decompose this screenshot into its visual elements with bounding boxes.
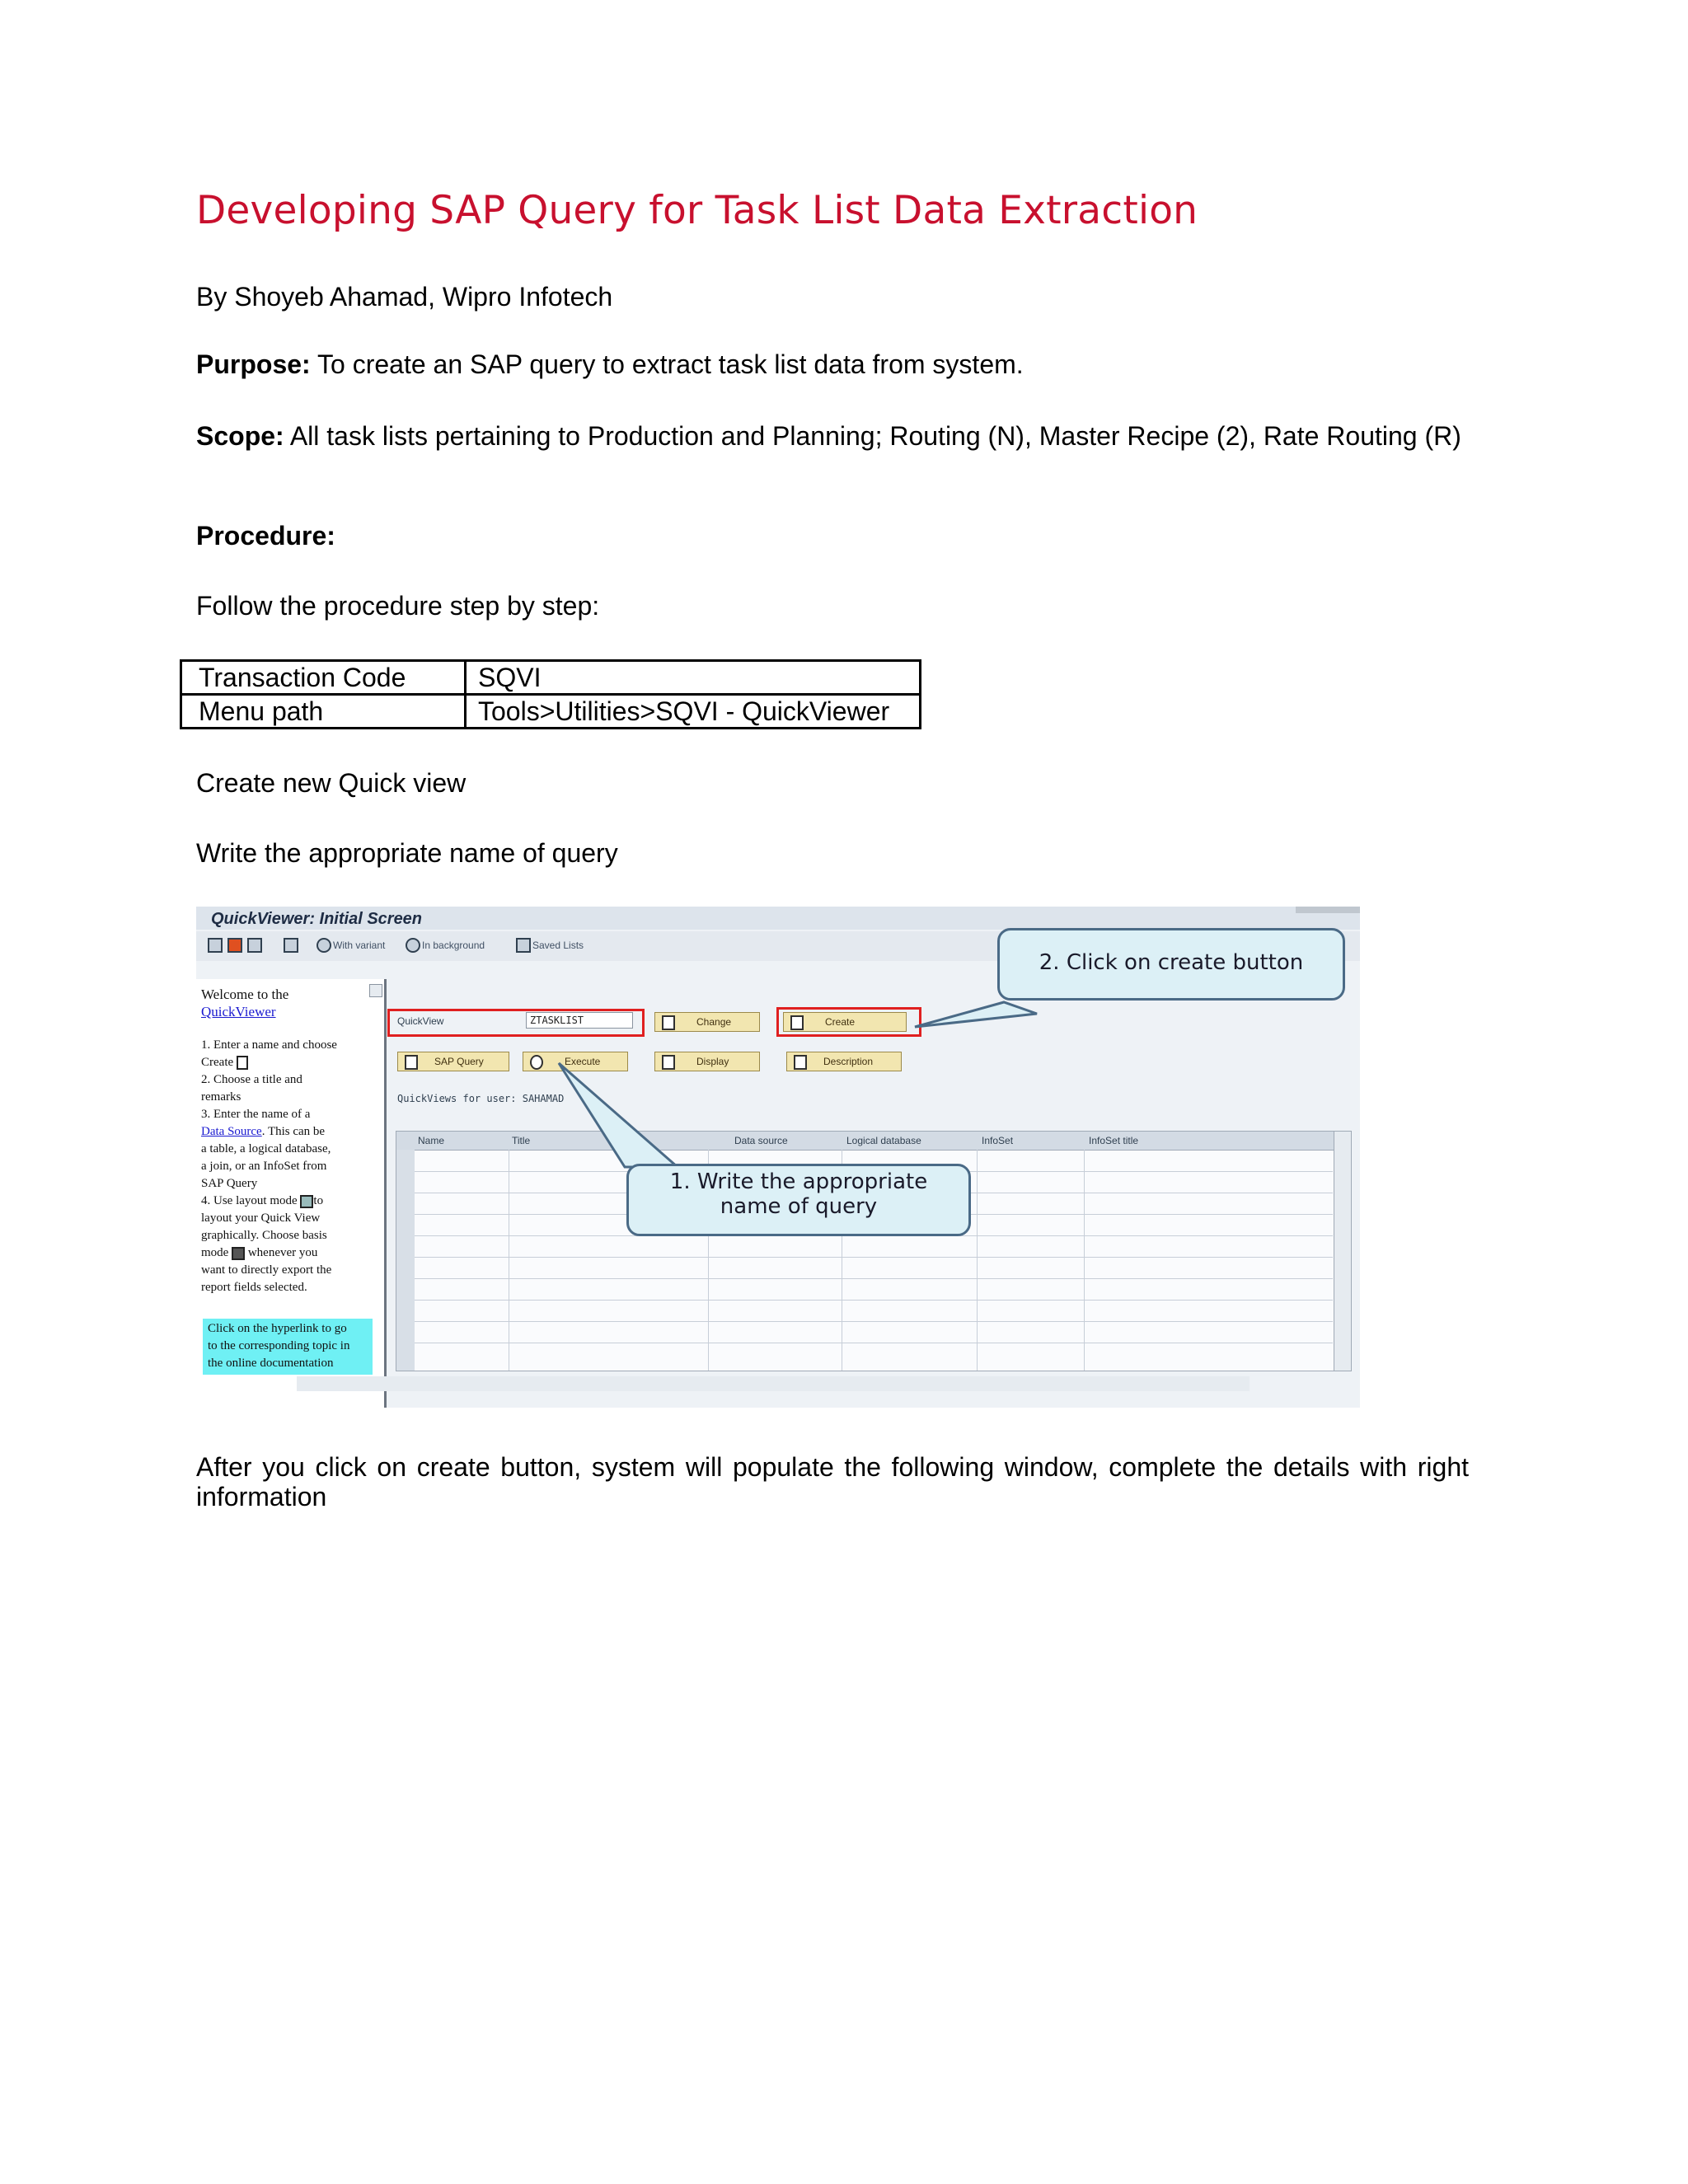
with-variant-label[interactable]: With variant bbox=[333, 940, 386, 951]
author-line: By Shoyeb Ahamad, Wipro Infotech bbox=[196, 282, 613, 312]
column-header[interactable]: InfoSet title bbox=[1089, 1135, 1139, 1146]
help-step-text: 4. Use layout mode bbox=[201, 1194, 298, 1207]
procedure-label: Procedure: bbox=[196, 521, 335, 551]
column-header[interactable]: Name bbox=[418, 1135, 445, 1146]
column-header[interactable]: Logical database bbox=[846, 1135, 921, 1146]
window-title: QuickViewer: Initial Screen bbox=[211, 910, 423, 928]
purpose-paragraph bbox=[196, 349, 1024, 379]
purpose-text: To create an SAP query to extract task list data from system. bbox=[310, 349, 1024, 379]
table-cell-value: Tools>Utilities>SQVI - QuickViewer bbox=[466, 695, 921, 729]
hint-line: to the corresponding topic in bbox=[208, 1339, 350, 1352]
help-step: SAP Query bbox=[201, 1177, 258, 1190]
create-callout-pointer bbox=[915, 1002, 1037, 1027]
document-title: Developing SAP Query for Task List Data Extraction bbox=[196, 188, 1198, 233]
table-row bbox=[181, 661, 921, 695]
help-step-text: . This can be bbox=[261, 1125, 326, 1138]
after-create-paragraph: After you click on create button, system will populate the following window, complete the details with right information bbox=[196, 1452, 1469, 1511]
create-label: Create bbox=[825, 1016, 856, 1028]
table-cell-value: SQVI bbox=[466, 661, 921, 695]
column-header[interactable]: InfoSet bbox=[982, 1135, 1014, 1146]
scope-paragraph bbox=[196, 421, 1469, 451]
name-callout bbox=[626, 1164, 971, 1236]
quickviews-for-user: QuickViews for user: SAHAMAD bbox=[397, 1093, 565, 1104]
follow-text: Follow the procedure step by step: bbox=[196, 591, 600, 621]
in-background-label[interactable]: In background bbox=[422, 940, 485, 951]
execute-label: Execute bbox=[565, 1056, 601, 1067]
help-step: a join, or an InfoSet from bbox=[201, 1160, 327, 1173]
welcome-text: Welcome to the bbox=[201, 987, 289, 1002]
write-text: Write the appropriate name of query bbox=[196, 838, 618, 868]
hint-line: the online documentation bbox=[208, 1357, 334, 1370]
quickviewer-link[interactable]: QuickViewer bbox=[201, 1004, 276, 1019]
sap-query-label: SAP Query bbox=[434, 1056, 484, 1067]
create-text: Create new Quick view bbox=[196, 768, 467, 798]
help-step: a table, a logical database, bbox=[201, 1142, 331, 1155]
purpose-label: Purpose: bbox=[196, 349, 311, 379]
help-step: 2. Choose a title and bbox=[201, 1073, 302, 1086]
hint-line: Click on the hyperlink to go bbox=[208, 1322, 347, 1335]
change-label: Change bbox=[696, 1016, 732, 1028]
help-step: want to directly export the bbox=[201, 1263, 332, 1277]
description-label: Description bbox=[823, 1056, 874, 1067]
procedure-heading bbox=[196, 521, 335, 551]
help-step: 3. Enter the name of a bbox=[201, 1108, 311, 1121]
column-header[interactable]: Title bbox=[512, 1135, 531, 1146]
display-label: Display bbox=[696, 1056, 729, 1067]
help-step-text: to bbox=[313, 1194, 324, 1207]
help-step-text: mode bbox=[201, 1246, 229, 1259]
help-step: remarks bbox=[201, 1090, 241, 1104]
help-step: report fields selected. bbox=[201, 1281, 307, 1294]
quickview-label: QuickView bbox=[397, 1015, 444, 1027]
help-step: 1. Enter a name and choose bbox=[201, 1038, 337, 1052]
table-cell-label: Menu path bbox=[181, 695, 466, 729]
quickviewer-screenshot bbox=[196, 907, 1360, 1408]
quickview-input[interactable]: ZTASKLIST bbox=[526, 1012, 633, 1029]
help-step-text: Create bbox=[201, 1056, 234, 1069]
transaction-table bbox=[180, 659, 921, 729]
callout-line: 1. Write the appropriate bbox=[669, 1169, 928, 1194]
table-cell-label: Transaction Code bbox=[181, 661, 466, 695]
help-step: layout your Quick View bbox=[201, 1212, 321, 1225]
callout-line: name of query bbox=[720, 1194, 878, 1219]
column-header[interactable]: Data source bbox=[734, 1135, 788, 1146]
scope-text: All task lists pertaining to Production and Planning; Routing (N), Master Recipe (2), Rate Routing (R) bbox=[284, 421, 1461, 451]
help-step: graphically. Choose basis bbox=[201, 1229, 327, 1242]
name-callout-pointer bbox=[559, 1063, 678, 1167]
saved-lists-label[interactable]: Saved Lists bbox=[532, 940, 584, 951]
data-source-link[interactable]: Data Source bbox=[201, 1125, 262, 1138]
create-callout: 2. Click on create button bbox=[997, 928, 1345, 1001]
help-step-text: whenever you bbox=[247, 1246, 318, 1259]
scope-label: Scope: bbox=[196, 421, 284, 451]
table-row bbox=[181, 695, 921, 729]
